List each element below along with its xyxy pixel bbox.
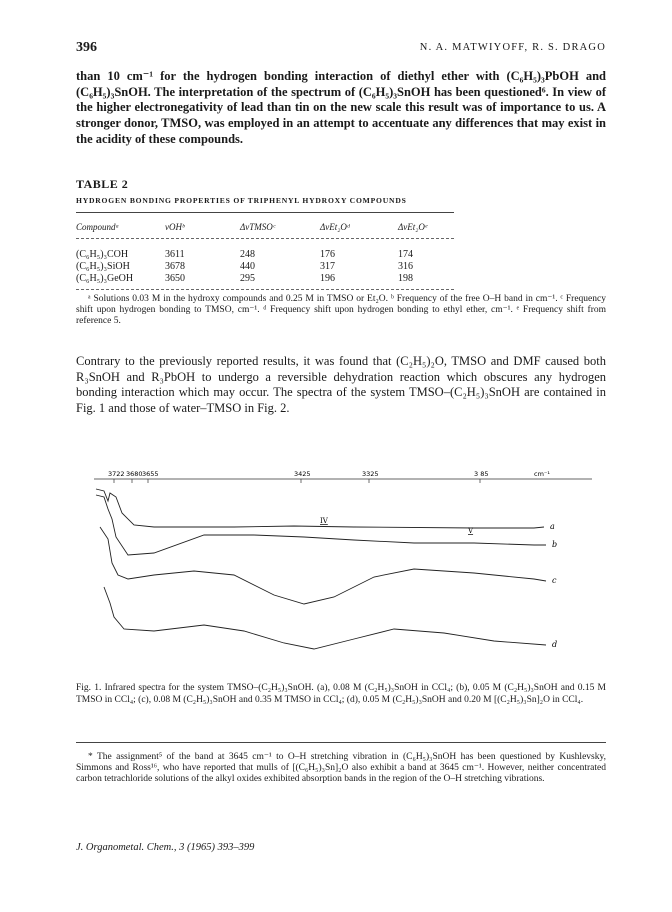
paragraph-results: Contrary to the previously reported results, it was found that (C₂H₅)₂O, TMSO and DMF caused both R₃SnOH and R₃PbOH to undergo a reversible dehydration reaction which obscures any hydrogen bonding interaction which may occur. The spectra of the system TMSO–(C₂H₅)₃SnOH are contained in Fig. 1 and those of water–TMSO in Fig. 2.: [76, 354, 606, 416]
assignment-footnote: * The assignment⁵ of the band at 3645 cm⁻¹ to O–H stretching vibration in (C₆H₅)₃SnOH has been questioned by Kushlevsky, Simmons and Ross¹⁶, who have reported that mulls of [(C₆H₅)₃Sn]₂O also exhibit a band at 3645 cm⁻¹. However, neither concentrated carbon tetrachloride solutions of the alkyl oxides exhibited absorption bands in the region of the O–H stretching vibrations.: [76, 752, 606, 785]
table-header-nu-oh: νOHᵇ: [165, 222, 185, 232]
tick-label: 3655: [142, 470, 159, 478]
curve-label-c: c: [552, 576, 557, 585]
table-cell: (C₆H₅)₃SiOH: [76, 261, 130, 272]
tick-label: cm⁻¹: [534, 470, 550, 478]
journal-citation: J. Organometal. Chem., 3 (1965) 393–399: [76, 842, 255, 853]
table-cell: (C₆H₅)₃GeOH: [76, 273, 134, 284]
curve-label-a: a: [550, 522, 555, 531]
table-top-rule: [76, 212, 454, 213]
table-header-rule: [76, 238, 454, 239]
paragraph-intro: than 10 cm⁻¹ for the hydrogen bonding interaction of diethyl ether with (C₆H₅)₃PbOH and (C₆H₅)₃SnOH. The interpretation of the spectrum of (C₆H₅)₃SnOH has been questioned⁶. In view of the higher electronegativity of lead than tin on the new scale this result was of importance to us. A stronger donor, TMSO, was employed in an attempt to accentuate any differences that may exist in the acidity of these compounds.: [76, 69, 606, 146]
spectrum-curve-b: [96, 495, 546, 555]
table-cell: 3678: [165, 261, 185, 272]
table-cell: 196: [320, 273, 335, 284]
table-header-compound: Compoundᵃ: [76, 222, 120, 232]
page-header: [76, 40, 606, 56]
table-cell: 248: [240, 249, 255, 260]
table-header-shift-et2o: ΔνEt₂Oᵈ: [320, 222, 350, 232]
table-title: TABLE 2: [76, 177, 129, 191]
table-caption: HYDROGEN BONDING PROPERTIES OF TRIPHENYL HYDROXY COMPOUNDS: [76, 196, 407, 205]
tick-label: 3425: [294, 470, 311, 478]
table-cell: 3611: [165, 249, 185, 260]
tick-label: 3325: [362, 470, 379, 478]
table-bottom-rule: [76, 289, 454, 290]
curve-label-d: d: [552, 640, 558, 649]
table-cell: 317: [320, 261, 335, 272]
footnote-divider: [76, 742, 606, 743]
ir-spectra-figure: [94, 467, 594, 677]
page-number: 396: [76, 40, 97, 55]
table-cell: 316: [398, 261, 413, 272]
tick-label: 3 85: [474, 470, 489, 478]
spectrum-curve-d: [104, 587, 546, 649]
table-cell: 176: [320, 249, 335, 260]
table-cell: 3650: [165, 273, 185, 284]
table-header-shift-ref: ΔνEt₂Oᵉ: [398, 222, 428, 232]
table-cell: 198: [398, 273, 413, 284]
figure-caption: Fig. 1. Infrared spectra for the system TMSO–(C₂H₅)₃SnOH. (a), 0.08 M (C₂H₅)₃SnOH in CCl₄; (b), 0.05 M (C₂H₅)₃SnOH and 0.15 M TMSO in CCl₄; (c), 0.08 M (C₂H₅)₃SnOH and 0.35 M TMSO in CCl₄; (d), 0.05 M (C₂H₅)₃SnOH and 0.20 M [(C₂H₅)₃Sn]₂O in CCl₄.: [76, 683, 606, 705]
table-footnote: ᵃ Solutions 0.03 M in the hydroxy compounds and 0.25 M in TMSO or Et₂O. ᵇ Frequency of the free O–H band in cm⁻¹. ᶜ Frequency shift upon hydrogen bonding to TMSO, cm⁻¹. ᵈ Frequency shift upon hydrogen bonding to ethyl ether, cm⁻¹. ᵉ Frequency shift from reference 5.: [76, 294, 606, 327]
table-header-shift-tmso: ΔνTMSOᶜ: [240, 222, 276, 232]
running-head: N. A. MATWIYOFF, R. S. DRAGO: [419, 42, 606, 53]
table-cell: 295: [240, 273, 255, 284]
band-label-v: V: [468, 527, 474, 535]
table-cell: 440: [240, 261, 255, 272]
tick-label: 3722: [108, 470, 125, 478]
band-label-iv: IV: [320, 517, 328, 525]
curve-label-b: b: [552, 540, 558, 549]
table-cell: 174: [398, 249, 413, 260]
tick-label: 3680: [126, 470, 143, 478]
table-cell: (C₆H₅)₃COH: [76, 249, 129, 260]
